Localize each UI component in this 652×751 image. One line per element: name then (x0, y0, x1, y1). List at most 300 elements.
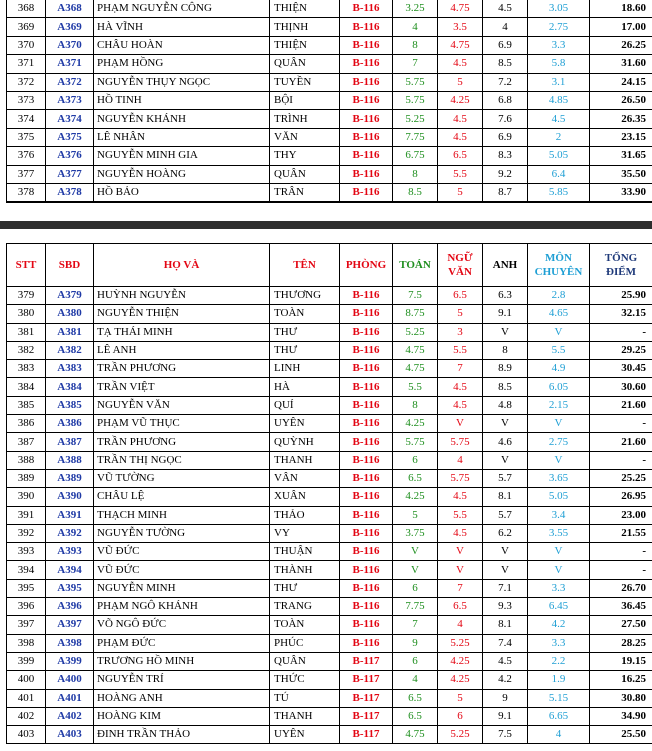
mon-chuyen-cell: V (528, 561, 590, 579)
toan-cell: 6 (393, 652, 438, 670)
phong-cell: B-116 (340, 147, 393, 165)
phong-cell: B-116 (340, 36, 393, 54)
sbd-cell: A401 (46, 689, 94, 707)
anh-cell: V (483, 415, 528, 433)
ten-cell: VÂN (270, 469, 340, 487)
sbd-cell: A380 (46, 305, 94, 323)
ngu-van-cell: 4.25 (438, 91, 483, 109)
anh-cell: 7.1 (483, 579, 528, 597)
stt-cell: 378 (7, 183, 46, 202)
ten-cell: THẢO (270, 506, 340, 524)
ho-va-cell: TRẦN PHƯƠNG (94, 433, 270, 451)
toan-cell: 7 (393, 616, 438, 634)
ten-cell: LINH (270, 360, 340, 378)
header-anh: ANH (483, 244, 528, 287)
table-row (7, 73, 652, 91)
mon-chuyen-cell: 6.4 (528, 165, 590, 183)
toan-cell: 5.25 (393, 323, 438, 341)
toan-cell: 5.25 (393, 110, 438, 128)
ho-va-cell: TẠ THÁI MINH (94, 323, 270, 341)
stt-cell: 375 (7, 128, 46, 146)
ten-cell: THY (270, 147, 340, 165)
sbd-cell: A390 (46, 488, 94, 506)
sbd-cell: A397 (46, 616, 94, 634)
tong-diem-cell: 36.45 (590, 598, 652, 616)
sbd-cell: A383 (46, 360, 94, 378)
table-row (7, 671, 652, 689)
tong-diem-cell: 25.90 (590, 287, 652, 305)
toan-cell: 5.75 (393, 73, 438, 91)
mon-chuyen-cell: V (528, 323, 590, 341)
ten-cell: TRÂN (270, 183, 340, 202)
table-row (7, 396, 652, 414)
tong-diem-cell: 26.70 (590, 579, 652, 597)
mon-chuyen-cell: 3.3 (528, 634, 590, 652)
stt-cell: 403 (7, 726, 46, 744)
phong-cell: B-116 (340, 543, 393, 561)
sbd-cell: A403 (46, 726, 94, 744)
table-row (7, 433, 652, 451)
header-toan: TOÁN (393, 244, 438, 287)
toan-cell: V (393, 561, 438, 579)
ho-va-cell: TRẦN VIỆT (94, 378, 270, 396)
toan-cell: V (393, 543, 438, 561)
ngu-van-cell: 4.25 (438, 652, 483, 670)
sbd-cell: A375 (46, 128, 94, 146)
anh-cell: 4.5 (483, 0, 528, 18)
stt-cell: 390 (7, 488, 46, 506)
tong-diem-cell: 23.00 (590, 506, 652, 524)
ho-va-cell: PHẠM VŨ THỤC (94, 415, 270, 433)
ho-va-cell: LÊ ANH (94, 341, 270, 359)
anh-cell: 4.8 (483, 396, 528, 414)
stt-cell: 394 (7, 561, 46, 579)
ten-cell: BỘI (270, 91, 340, 109)
tong-diem-cell: - (590, 415, 652, 433)
tong-diem-cell: - (590, 451, 652, 469)
mon-chuyen-cell: 2.15 (528, 396, 590, 414)
ho-va-cell: THẠCH MINH (94, 506, 270, 524)
toan-cell: 8 (393, 36, 438, 54)
stt-cell: 400 (7, 671, 46, 689)
stt-cell: 370 (7, 36, 46, 54)
tong-diem-cell: 21.60 (590, 396, 652, 414)
table-row (7, 91, 652, 109)
sbd-cell: A387 (46, 433, 94, 451)
ngu-van-cell: V (438, 543, 483, 561)
phong-cell: B-116 (340, 396, 393, 414)
stt-cell: 376 (7, 147, 46, 165)
ten-cell: XUÂN (270, 488, 340, 506)
tong-diem-cell: 19.15 (590, 652, 652, 670)
stt-cell: 385 (7, 396, 46, 414)
stt-cell: 398 (7, 634, 46, 652)
ngu-van-cell: 4.5 (438, 396, 483, 414)
phong-cell: B-117 (340, 707, 393, 725)
mon-chuyen-cell: 2.75 (528, 433, 590, 451)
sbd-cell: A394 (46, 561, 94, 579)
stt-cell: 395 (7, 579, 46, 597)
ho-va-cell: NGUYỄN THỤY NGỌC (94, 73, 270, 91)
sbd-cell: A402 (46, 707, 94, 725)
tong-diem-cell: 17.00 (590, 18, 652, 36)
toan-cell: 5.5 (393, 378, 438, 396)
mon-chuyen-cell: 4.85 (528, 91, 590, 109)
phong-cell: B-116 (340, 0, 393, 18)
ho-va-cell: HỒ TINH (94, 91, 270, 109)
sbd-cell: A395 (46, 579, 94, 597)
tong-diem-cell: - (590, 561, 652, 579)
ngu-van-cell: 6 (438, 707, 483, 725)
ho-va-cell: NGUYỄN KHÁNH (94, 110, 270, 128)
ten-cell: THIỆN (270, 0, 340, 18)
toan-cell: 8.75 (393, 305, 438, 323)
ten-cell: PHÚC (270, 634, 340, 652)
ten-cell: THÀNH (270, 561, 340, 579)
phong-cell: B-116 (340, 91, 393, 109)
table-row (7, 634, 652, 652)
stt-cell: 383 (7, 360, 46, 378)
tong-diem-cell: 25.50 (590, 726, 652, 744)
tong-diem-cell: 30.45 (590, 360, 652, 378)
mon-chuyen-cell: 3.05 (528, 0, 590, 18)
anh-cell: 8.1 (483, 616, 528, 634)
ten-cell: QUÂN (270, 55, 340, 73)
toan-cell: 4.25 (393, 415, 438, 433)
anh-cell: 6.9 (483, 36, 528, 54)
anh-cell: 6.3 (483, 287, 528, 305)
phong-cell: B-117 (340, 726, 393, 744)
mon-chuyen-cell: 4.65 (528, 305, 590, 323)
sbd-cell: A386 (46, 415, 94, 433)
ho-va-cell: ĐINH TRẦN THẢO (94, 726, 270, 744)
ngu-van-cell: 4.75 (438, 36, 483, 54)
ngu-van-cell: 4.5 (438, 110, 483, 128)
ho-va-cell: PHẠM NGÔ KHÁNH (94, 598, 270, 616)
ngu-van-cell: 5.5 (438, 341, 483, 359)
sbd-cell: A374 (46, 110, 94, 128)
ngu-van-cell: 4 (438, 451, 483, 469)
phong-cell: B-116 (340, 110, 393, 128)
toan-cell: 3.75 (393, 524, 438, 542)
stt-cell: 380 (7, 305, 46, 323)
tong-diem-cell: 26.95 (590, 488, 652, 506)
stt-cell: 391 (7, 506, 46, 524)
sbd-cell: A398 (46, 634, 94, 652)
ngu-van-cell: 6.5 (438, 287, 483, 305)
ngu-van-cell: 3 (438, 323, 483, 341)
ten-cell: THỊNH (270, 18, 340, 36)
phong-cell: B-117 (340, 671, 393, 689)
ho-va-cell: NGUYỄN THIỆN (94, 305, 270, 323)
table-row (7, 598, 652, 616)
table-row (7, 360, 652, 378)
toan-cell: 6.5 (393, 689, 438, 707)
table-row (7, 0, 652, 18)
sbd-cell: A370 (46, 36, 94, 54)
phong-cell: B-116 (340, 488, 393, 506)
table-row (7, 18, 652, 36)
ngu-van-cell: 4.5 (438, 128, 483, 146)
anh-cell: 9.2 (483, 165, 528, 183)
ngu-van-cell: 4.5 (438, 378, 483, 396)
phong-cell: B-116 (340, 165, 393, 183)
sbd-cell: A384 (46, 378, 94, 396)
anh-cell: 9.3 (483, 598, 528, 616)
ten-cell: THƯ (270, 579, 340, 597)
anh-cell: 6.2 (483, 524, 528, 542)
tong-diem-cell: 28.25 (590, 634, 652, 652)
header-stt: STT (7, 244, 46, 287)
ho-va-cell: PHẠM HỒNG (94, 55, 270, 73)
toan-cell: 6 (393, 451, 438, 469)
ho-va-cell: HUỲNH NGUYỄN (94, 287, 270, 305)
sbd-cell: A369 (46, 18, 94, 36)
anh-cell: 7.4 (483, 634, 528, 652)
toan-cell: 4.25 (393, 488, 438, 506)
mon-chuyen-cell: 2 (528, 128, 590, 146)
table-header (7, 244, 652, 287)
anh-cell: 8.3 (483, 147, 528, 165)
phong-cell: B-117 (340, 652, 393, 670)
anh-cell: 8.5 (483, 378, 528, 396)
section-separator (0, 221, 652, 229)
mon-chuyen-cell: 3.3 (528, 36, 590, 54)
phong-cell: B-116 (340, 616, 393, 634)
table-row (7, 543, 652, 561)
anh-cell: 6.8 (483, 91, 528, 109)
anh-cell: 8.5 (483, 55, 528, 73)
toan-cell: 4 (393, 671, 438, 689)
ngu-van-cell: 4.75 (438, 0, 483, 18)
stt-cell: 396 (7, 598, 46, 616)
table-row (7, 305, 652, 323)
toan-cell: 3.25 (393, 0, 438, 18)
ten-cell: THƯ (270, 323, 340, 341)
sbd-cell: A378 (46, 183, 94, 202)
anh-cell: 4.5 (483, 652, 528, 670)
tong-diem-cell: 21.55 (590, 524, 652, 542)
header-tong-diem: TỔNG ĐIỂM (590, 244, 652, 287)
mon-chuyen-cell: 5.05 (528, 147, 590, 165)
tong-diem-cell: - (590, 323, 652, 341)
ngu-van-cell: V (438, 561, 483, 579)
toan-cell: 7.75 (393, 598, 438, 616)
stt-cell: 373 (7, 91, 46, 109)
ho-va-cell: NGUYỄN TRÍ (94, 671, 270, 689)
ho-va-cell: VŨ ĐỨC (94, 543, 270, 561)
anh-cell: 7.2 (483, 73, 528, 91)
sbd-cell: A377 (46, 165, 94, 183)
sbd-cell: A382 (46, 341, 94, 359)
mon-chuyen-cell: 5.05 (528, 488, 590, 506)
ho-va-cell: NGUYỄN MINH (94, 579, 270, 597)
toan-cell: 8 (393, 396, 438, 414)
tong-diem-cell: 26.25 (590, 36, 652, 54)
ngu-van-cell: 4.5 (438, 488, 483, 506)
table-row (7, 616, 652, 634)
mon-chuyen-cell: 2.8 (528, 287, 590, 305)
table-row (7, 506, 652, 524)
toan-cell: 8.5 (393, 183, 438, 202)
ngu-van-cell: 6.5 (438, 598, 483, 616)
phong-cell: B-116 (340, 469, 393, 487)
phong-cell: B-116 (340, 561, 393, 579)
ten-cell: THỨC (270, 671, 340, 689)
mon-chuyen-cell: 3.55 (528, 524, 590, 542)
anh-cell: 4.2 (483, 671, 528, 689)
anh-cell: 7.5 (483, 726, 528, 744)
mon-chuyen-cell: V (528, 543, 590, 561)
ho-va-cell: NGUYỄN TƯỜNG (94, 524, 270, 542)
stt-cell: 397 (7, 616, 46, 634)
scores-table-top (6, 0, 652, 203)
ten-cell: QUÂN (270, 652, 340, 670)
stt-cell: 393 (7, 543, 46, 561)
ten-cell: QUÂN (270, 165, 340, 183)
stt-cell: 392 (7, 524, 46, 542)
tong-diem-cell: 32.15 (590, 305, 652, 323)
mon-chuyen-cell: 1.9 (528, 671, 590, 689)
tong-diem-cell: 30.80 (590, 689, 652, 707)
stt-cell: 384 (7, 378, 46, 396)
anh-cell: 5.7 (483, 469, 528, 487)
ngu-van-cell: 6.5 (438, 147, 483, 165)
ten-cell: TÚ (270, 689, 340, 707)
table-row (7, 183, 652, 202)
table-row (7, 451, 652, 469)
stt-cell: 388 (7, 451, 46, 469)
toan-cell: 8 (393, 165, 438, 183)
phong-cell: B-116 (340, 579, 393, 597)
phong-cell: B-116 (340, 506, 393, 524)
stt-cell: 382 (7, 341, 46, 359)
mon-chuyen-cell: V (528, 415, 590, 433)
sbd-cell: A389 (46, 469, 94, 487)
phong-cell: B-116 (340, 598, 393, 616)
ten-cell: TRÌNH (270, 110, 340, 128)
sbd-cell: A396 (46, 598, 94, 616)
ho-va-cell: NGUYỄN HOÀNG (94, 165, 270, 183)
table-row (7, 469, 652, 487)
sbd-cell: A388 (46, 451, 94, 469)
phong-cell: B-116 (340, 305, 393, 323)
ten-cell: TUYỀN (270, 73, 340, 91)
ngu-van-cell: 4.5 (438, 55, 483, 73)
ho-va-cell: HÀ VĨNH (94, 18, 270, 36)
ho-va-cell: LÊ NHÂN (94, 128, 270, 146)
phong-cell: B-116 (340, 451, 393, 469)
ho-va-cell: NGUYỄN VĂN (94, 396, 270, 414)
ngu-van-cell: 5.25 (438, 726, 483, 744)
ten-cell: TOÀN (270, 616, 340, 634)
toan-cell: 5.75 (393, 433, 438, 451)
mon-chuyen-cell: 6.45 (528, 598, 590, 616)
phong-cell: B-116 (340, 415, 393, 433)
scores-table (6, 243, 652, 744)
ngu-van-cell: 5.75 (438, 433, 483, 451)
phong-cell: B-116 (340, 73, 393, 91)
phong-cell: B-116 (340, 524, 393, 542)
anh-cell: 6.9 (483, 128, 528, 146)
table-row (7, 488, 652, 506)
table-row (7, 323, 652, 341)
stt-cell: 374 (7, 110, 46, 128)
stt-cell: 399 (7, 652, 46, 670)
sbd-cell: A400 (46, 671, 94, 689)
anh-cell: 8.9 (483, 360, 528, 378)
mon-chuyen-cell: 5.8 (528, 55, 590, 73)
ten-cell: THIỆN (270, 36, 340, 54)
table-row (7, 726, 652, 744)
anh-cell: 8 (483, 341, 528, 359)
ten-cell: UYÊN (270, 415, 340, 433)
table-row (7, 579, 652, 597)
ngu-van-cell: 4.25 (438, 671, 483, 689)
stt-cell: 379 (7, 287, 46, 305)
sbd-cell: A372 (46, 73, 94, 91)
ho-va-cell: CHÂU HOÀN (94, 36, 270, 54)
tong-diem-cell: 33.90 (590, 183, 652, 202)
mon-chuyen-cell: 5.15 (528, 689, 590, 707)
table-row (7, 652, 652, 670)
anh-cell: V (483, 561, 528, 579)
sbd-cell: A368 (46, 0, 94, 18)
tong-diem-cell: 34.90 (590, 707, 652, 725)
sbd-cell: A376 (46, 147, 94, 165)
header-ho-va: HỌ VÀ (94, 244, 270, 287)
sbd-cell: A399 (46, 652, 94, 670)
ngu-van-cell: 7 (438, 360, 483, 378)
ngu-van-cell: V (438, 415, 483, 433)
ho-va-cell: VŨ ĐỨC (94, 561, 270, 579)
ngu-van-cell: 3.5 (438, 18, 483, 36)
tong-diem-cell: 21.60 (590, 433, 652, 451)
tong-diem-cell: 18.60 (590, 0, 652, 18)
anh-cell: 9 (483, 689, 528, 707)
anh-cell: V (483, 451, 528, 469)
ho-va-cell: HỒ BẢO (94, 183, 270, 202)
stt-cell: 381 (7, 323, 46, 341)
anh-cell: 9.1 (483, 305, 528, 323)
stt-cell: 377 (7, 165, 46, 183)
header-row (7, 244, 652, 287)
table-row (7, 165, 652, 183)
scores-table-body (7, 287, 652, 744)
ngu-van-cell: 5 (438, 689, 483, 707)
stt-cell: 401 (7, 689, 46, 707)
tong-diem-cell: 31.60 (590, 55, 652, 73)
mon-chuyen-cell: 5.85 (528, 183, 590, 202)
tong-diem-cell: - (590, 543, 652, 561)
ho-va-cell: TRƯƠNG HỒ MINH (94, 652, 270, 670)
table-row (7, 128, 652, 146)
phong-cell: B-116 (340, 18, 393, 36)
mon-chuyen-cell: 5.5 (528, 341, 590, 359)
ten-cell: THƯ (270, 341, 340, 359)
ho-va-cell: CHÂU LỆ (94, 488, 270, 506)
ngu-van-cell: 5.75 (438, 469, 483, 487)
phong-cell: B-116 (340, 55, 393, 73)
ten-cell: TOÀN (270, 305, 340, 323)
ho-va-cell: NGUYỄN MINH GIA (94, 147, 270, 165)
table-row (7, 689, 652, 707)
tong-diem-cell: 16.25 (590, 671, 652, 689)
tong-diem-cell: 30.60 (590, 378, 652, 396)
header-ten: TÊN (270, 244, 340, 287)
scores-table-top-body (7, 0, 652, 202)
mon-chuyen-cell: V (528, 451, 590, 469)
